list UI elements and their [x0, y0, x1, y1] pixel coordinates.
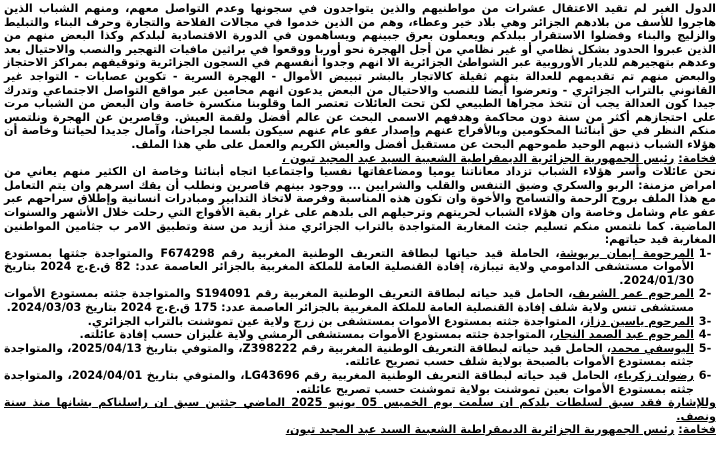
case-text: ، الحامل قيد حياته لبطاقة التعريف الوطنية المغربية رقم S194091 والمتواجدة جثته بمستودع الأموات مستشفى تنس ولاية شلف إفادة القنصلية العامة للملكة المغربية بالجزائر العاصمة عدد: 175 ق.ع.ج 2024 بتاريخ 2024/03/03. — [4, 287, 694, 315]
case-number: -5 — [698, 341, 712, 355]
case-name: اليوسفي محمد — [611, 341, 695, 355]
case-body — [4, 315, 694, 329]
case-body — [4, 328, 694, 342]
address-line-1 — [4, 152, 716, 166]
case-name: المرحوم عمر الشريف — [572, 287, 694, 301]
case-number: -3 — [698, 314, 712, 328]
case-name: المرحومة إيمان بربوشة — [559, 246, 694, 260]
case-item — [4, 328, 716, 342]
address-text: رئيس الجمهورية الجزائرية الديمقراطية الشعبية السيد عبد المجيد تبون ، — [281, 151, 675, 165]
case-number: -2 — [698, 287, 712, 301]
case-number: -4 — [698, 328, 712, 342]
case-body — [4, 287, 694, 314]
case-item — [4, 247, 716, 288]
case-text: ، المتواجدة جثته بمستودع الأموات بمستشفى بن زرج ولاية عين تموشنت بالتراب الجزائري. — [87, 314, 584, 328]
letter-page — [4, 0, 716, 437]
case-item — [4, 369, 716, 396]
cases-list — [4, 247, 716, 397]
case-name: المرحوم ياسين دزاز — [583, 314, 694, 328]
case-body — [4, 369, 694, 396]
address-label: فخامة: — [678, 423, 716, 437]
case-number: -1 — [698, 246, 712, 260]
address-line-2 — [4, 423, 716, 437]
case-text: ، الحاملة قيد حياتها لبطاقة التعريف الوطنية المغربية رقم F674298 والمتواجدة جثتها بمستودع الأموات مستشفى الدامومي ولاية تيبازة، إفادة القنصلية العامة للملكة المغربية بالجزائر العاصمة عدد: 82 ق.ع.ج 2024 بتاريخ 2024/01/30. — [4, 246, 694, 287]
case-number: -6 — [698, 369, 712, 383]
intro-paragraph: الدول الغير لم تقيد الاعتقال عشرات من مواطنيهم والذين يتواجدون في سجونها وعدم التواصل معهم، ومنهم الشباب الذين هاجروا للأسف من بلادهم الجزائر وهي بلاد خير وعطاء، وهم من الذين خدموا في مجالات الفلاحة والتجارة وحرف البناء والتبليط والزليج والبناء وفضلوا الاستقرار ببلدكم ويعملون بعرق جبينهم ويساهمون في الدورة الاقتصادية لبلدكم وكذا البعض منهم من الذين عبروا الحدود بشكل نظامي أو غير نظامي من أجل الهجرة نحو أوربا ووقعوا في براثين مافيات التهجير والنصب والاحتيال بعد وعدهم بتهجيرهم للديار الأوروبية عبر الشواطئ الجزائرية الا انهم وجدوا أنفسهم في السجون الجزائرية وتوقيفهم بمراكز الاحتجاز والبعض منهم تم تقديمهم للعدالة بتهم ثقيلة كالاتجار بالبشر تبييض الأموال - الهجرة السرية - تكوين عصابات - التواجد غير القانوني بالتراب الجزائري - وتعرضوا أيضا للنصب والاحتيال من البعض يدعون انهم محامين عبر مواقع التواصل الاجتماعي وتدرك جيدا كون العدالة يجب أن تتخذ مجراها الطبيعي لكن تحت العائلات تعتصر الما وقلوبنا منكسرة خاصة وان البعض من الشباب مرت على احتجازهم أكثر من سنة دون محاكمة وهدفهم الاسمى البحث عن عالم أفضل ولقمة العيش. وقاصرين عن الهجرة ونلتمس منكم النظر في حق أبنائنا المحكومين وبالأفراج عنهم وإصدار عفو عام عنهم سيكون بلسما لجراحنا، وآمال جديدا لحياتنا وخاصة أن هؤلاء الشباب ذنبهم الوحيد طموحهم البحث عن مستقبل أفضل والعيش الكريم والعمل على طي هذا الملف. — [4, 2, 716, 151]
case-body — [4, 247, 694, 288]
address-label: فخامة: — [678, 151, 716, 165]
case-body — [4, 342, 694, 369]
address-text: رئيس الجمهورية الجزائرية الديمقراطية الشعبية السيد عبد المجيد تبون، — [285, 423, 675, 437]
case-text: ، المتواجدة جثته بمستودع الأموات بمستشفى الرمشي ولاية غليزان حسب إفادة عائلته. — [79, 328, 554, 342]
case-item — [4, 287, 716, 314]
second-paragraph: نحن عائلات وأسر هؤلاء الشباب تزداد معاناتنا يوميا ومضاعفاتها نفسيا واجتماعيا اتجاه أبنائنا وخاصة ان الكثير منهم يعاني من امراض مزمنة: الربو والسكري وضيق التنفس والقلب والشرايين ... ووجود بينهم قاصرين ونطلب أن يقك اسرهم وان يتم التعامل مع هذا الملف بروح الرحمة والتسامح والأخوة وان تكون هذه المناسبة وفرصة لاتخاذ التدابير ومبادرات انسانية وإطلاق سراحهم عبر عفو عام وشامل وخاصة وان هؤلاء الشباب لحريتهم وترحيلهم الى بلدهم على غرار بقية الأفواج التي رحلت خلال الأشهر والسنوات الماضية. كما نلتمس منكم تسليم جثث المغاربة المتواجدة بالتراب الجزائري منذ أزيد من سنة وتطبيق الامر ب جثامين المواطنين المغاربة قيد حياتهم: — [4, 165, 716, 247]
note-paragraph: وللإشارة فقد سبق لسلطات بلدكم ان سلمت يوم الخميس 05 يونيو 2025 الماضي جثتين سبق ان راسلناكم بشانها منذ سنة ونصف. — [4, 396, 716, 423]
case-item — [4, 315, 716, 329]
case-text: ، الحامل قيد حياته لبطاقة التعريف الوطنية المغربية رقم LG43696، والمتوفي بتاريخ 2024/04/01، والمتواجدة جثته بمستودع الأموات بعين تموشنت بولاية تموشنت حسب تصريح عائلته. — [4, 369, 694, 396]
case-item — [4, 342, 716, 369]
case-text: ، الحامل قيد حياته لبطاقة التعريف الوطنية المغربية رقم Z398222، والمتوفي بتاريخ 2025/04/13، والمتواجدة جثته بمستودع الأموات بالصبحة بولاية شلف حسب تصريح عائلته. — [4, 341, 694, 369]
case-name: رضوان زكرياء — [617, 369, 694, 383]
case-name: المرحوم عبد الصمد النجار — [553, 328, 694, 342]
